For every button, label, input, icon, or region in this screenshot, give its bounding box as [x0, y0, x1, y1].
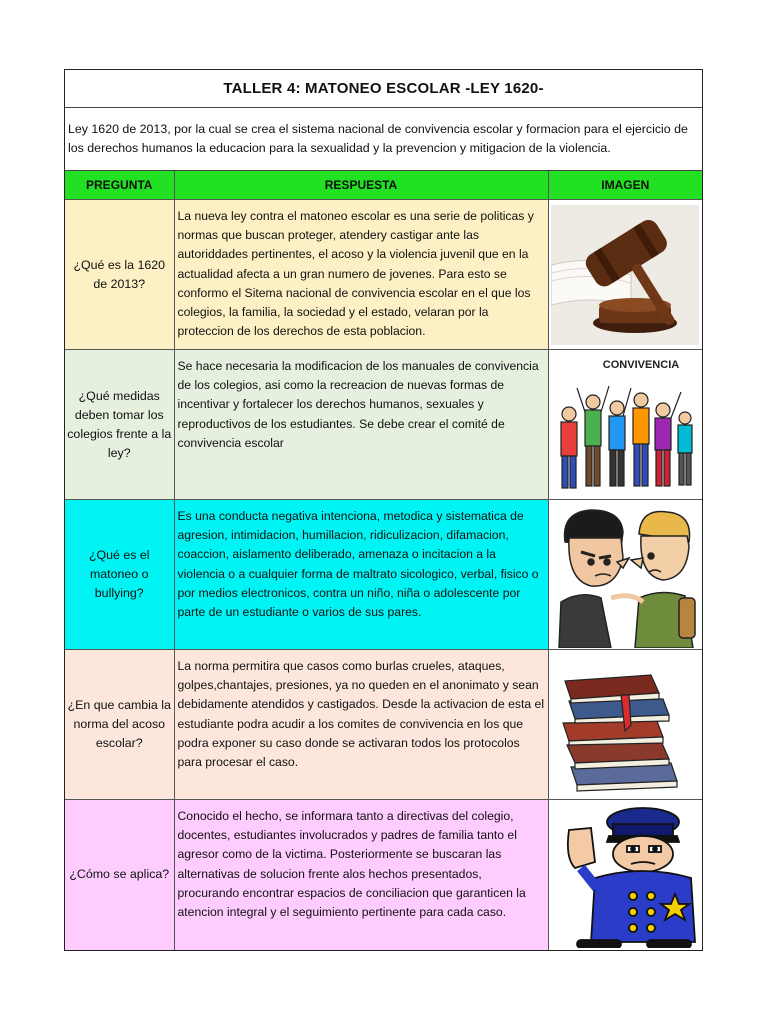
answer-cell: Es una conducta negativa intenciona, metodica y sistematica de agresion, intimidacion, humillacion, ridiculizacion, difamacion, coaccion, aislamento deliberado, amenaza o incitacion a la violencia o a cualquier forma de maltrato sicologico, verbal, fisico o por medios electronicos, contra un niño, niña o adolescente por parte de un estudiante o varios de sus pares. [174, 500, 548, 650]
table-row [65, 650, 702, 800]
table-row [65, 200, 702, 350]
image-cell [548, 800, 702, 950]
header-pregunta: PREGUNTA [65, 171, 174, 200]
question-cell: ¿Qué es el matoneo o bullying? [65, 500, 174, 650]
answer-cell: Se hace necesaria la modificacion de los manuales de convivencia de los colegios, asi como la recreacion de nuevas formas de incentivar y fortalecer los derechos humanos, sexuales y reproductivos de los estudiantes. Se debe crear el comité de convivencia escolar [174, 350, 548, 500]
police-officer-icon [551, 802, 699, 948]
convivencia-caption: CONVIVENCIA [603, 358, 680, 371]
books-icon [551, 655, 699, 795]
answer-cell: Conocido el hecho, se informara tanto a directivas del colegio, docentes, estudiantes involucrados y padres de familia tanto el agresor como de la victima. Posteriormente se buscaran las alternativas de solucion frente alos hechos presentados, procurando encontrar espacios de conciliacion que garanticen la atencion integral y el seguimiento pertinente para cada caso. [174, 800, 548, 950]
question-cell: ¿En que cambia la norma del acoso escolar? [65, 650, 174, 800]
intro-text: Ley 1620 de 2013, por la cual se crea el sistema nacional de convivencia escolar y formacion para el ejercicio de los derechos humanos la educacion para la sexualidad y la prevencion y mitigacion de la violencia. [65, 108, 702, 171]
image-cell [548, 200, 702, 350]
answer-cell: La norma permitira que casos como burlas crueles, ataques, golpes,chantajes, presiones, ya no queden en el anonimato y sean debidamente atendidos y castigados. Desde la activacion de esta el estudiante podra acudir a los comites de convivencia en los que podra exponer su caso donde se activaran todos los protocolos para procesar el caso. [174, 650, 548, 800]
image-cell [548, 500, 702, 650]
qa-table [65, 171, 702, 950]
answer-cell: La nueva ley contra el matoneo escolar es una serie de politicas y normas que buscan proteger, atendery castigar ante las autoriddades pertinentes, el acoso y la violencia juvenil que en la actualidad afecta a un gran numero de jovenes. Para esto se conformo el Sitema nacional de convivencia escolar en el que los colegios, la familia, la sociedad y el estado, velaran por la proteccion de los derechos de esta poblacion. [174, 200, 548, 350]
gavel-icon [551, 205, 699, 345]
table-row [65, 350, 702, 500]
question-cell: ¿Qué medidas deben tomar los colegios frente a la ley? [65, 350, 174, 500]
image-cell [548, 350, 702, 500]
worksheet [64, 69, 703, 951]
table-row [65, 500, 702, 650]
page-title: TALLER 4: MATONEO ESCOLAR -LEY 1620- [65, 70, 702, 108]
bullying-icon [551, 502, 699, 648]
question-cell: ¿Qué es la 1620 de 2013? [65, 200, 174, 350]
question-cell: ¿Cómo se aplica? [65, 800, 174, 950]
convivencia-icon [551, 352, 699, 498]
header-respuesta: RESPUESTA [174, 171, 548, 200]
table-row [65, 800, 702, 950]
table-header-row [65, 171, 702, 200]
image-cell [548, 650, 702, 800]
header-imagen: IMAGEN [548, 171, 702, 200]
